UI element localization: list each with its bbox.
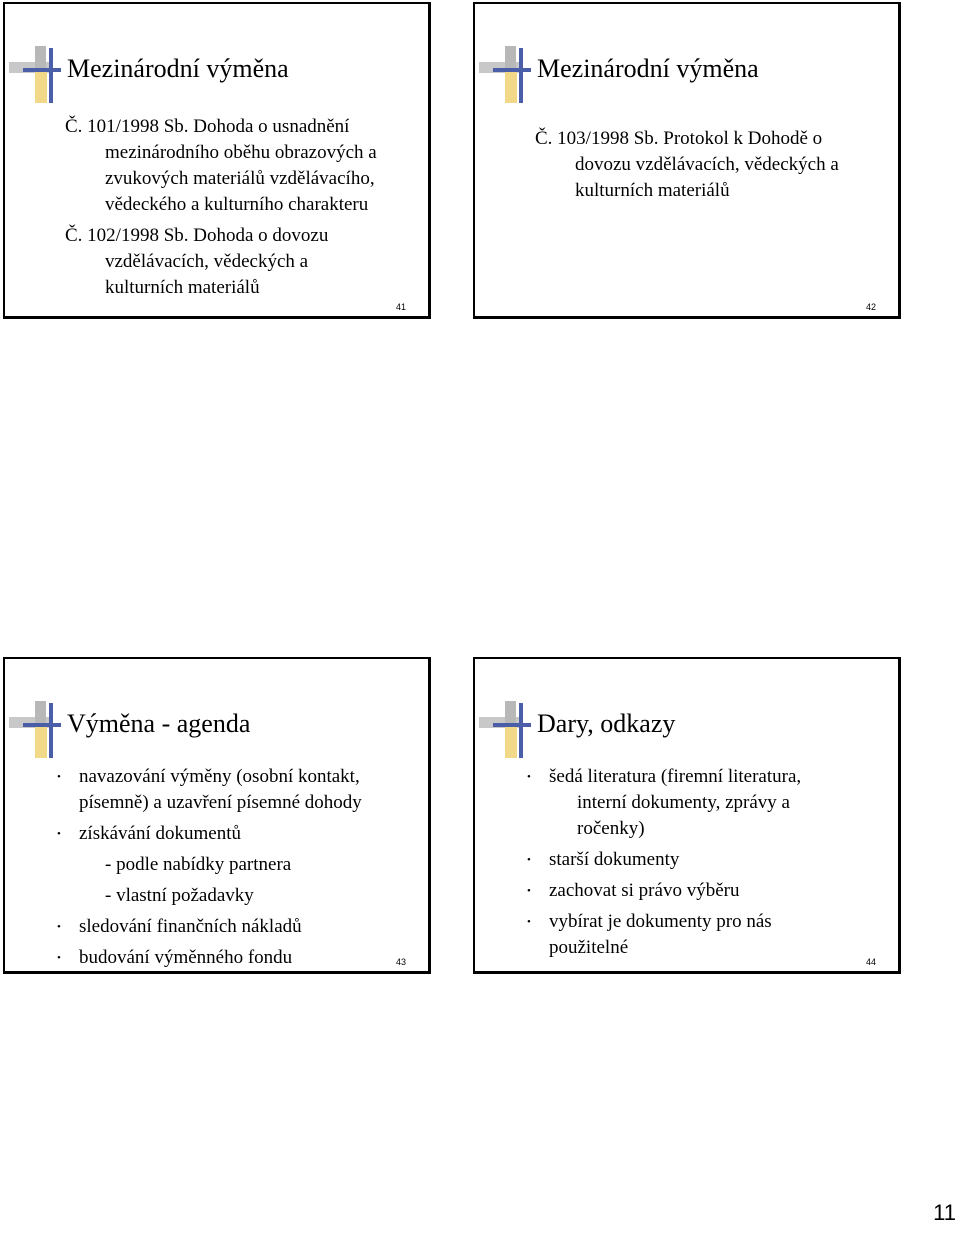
paragraph-line: mezinárodního oběhu obrazových a [105,142,377,163]
bullet-icon: • [57,771,61,783]
bullet-icon: • [527,771,531,783]
bullet-icon: • [57,921,61,933]
slide-decoration-icon [9,46,61,104]
slide-decoration-icon [9,701,61,759]
list-item [27,945,418,971]
list-item-text: písemně) a uzavření písemné dohody [79,792,362,813]
list-item [497,847,888,873]
paragraph-line: zvukových materiálů vzdělávacího, [105,168,375,189]
list-item [497,764,888,842]
slide-decoration-icon [479,46,531,104]
bullet-list [27,764,418,976]
bullet-list [497,764,888,966]
paragraph-line: Č. 102/1998 Sb. Dohoda o dovozu [65,225,329,246]
list-item [27,821,418,847]
slide-43 [3,657,431,974]
page-number: 11 [933,1200,956,1225]
slide-41 [3,2,431,319]
paragraph-line: Č. 103/1998 Sb. Protokol k Dohodě o [535,128,823,149]
sub-item: - podle nabídky partnera [105,854,292,875]
slide-body [535,126,886,209]
list-item-text: interní dokumenty, zprávy a [577,792,790,813]
list-item-text: ročenky) [577,818,645,839]
slide-44 [473,657,901,974]
paragraph [65,114,416,218]
paragraph-line: kulturních materiálů [575,180,730,201]
list-item [27,764,418,816]
slide-title: Výměna - agenda [67,709,251,738]
bullet-icon: • [527,916,531,928]
list-item-text: vybírat je dokumenty pro nás [549,911,772,932]
slide-body [65,114,416,306]
list-item [497,909,888,961]
list-item-text: budování výměnného fondu [79,947,293,968]
list-item-text: použitelné [549,937,629,958]
slide-title: Mezinárodní výměna [537,54,759,83]
slide-42 [473,2,901,319]
slide-title: Dary, odkazy [537,709,676,738]
bullet-icon: • [57,952,61,964]
paragraph-line: vzdělávacích, vědeckých a [105,251,309,272]
paragraph-line: Č. 101/1998 Sb. Dohoda o usnadnění [65,116,350,137]
slide-number: 41 [395,302,406,312]
list-item-text: sledování finančních nákladů [79,916,302,937]
list-item-text: zachovat si právo výběru [549,880,740,901]
list-item [27,914,418,940]
bullet-icon: • [527,885,531,897]
list-item-text: navazování výměny (osobní kontakt, [79,766,360,787]
bullet-icon: • [57,828,61,840]
list-item-text: šedá literatura (firemní literatura, [549,766,802,787]
paragraph [535,126,886,204]
paragraph [65,223,416,301]
slide-number: 44 [865,957,876,967]
list-item-text: starší dokumenty [549,849,680,870]
paragraph-line: vědeckého a kulturního charakteru [105,194,369,215]
list-item [497,878,888,904]
paragraph-line: dovozu vzdělávacích, vědeckých a [575,154,839,175]
slide-title: Mezinárodní výměna [67,54,289,83]
sub-item: - vlastní požadavky [105,885,254,906]
slide-number: 42 [865,302,876,312]
bullet-icon: • [527,854,531,866]
slide-number: 43 [395,957,406,967]
list-item-text: získávání dokumentů [79,823,241,844]
paragraph-line: kulturních materiálů [105,277,260,298]
slide-decoration-icon [479,701,531,759]
